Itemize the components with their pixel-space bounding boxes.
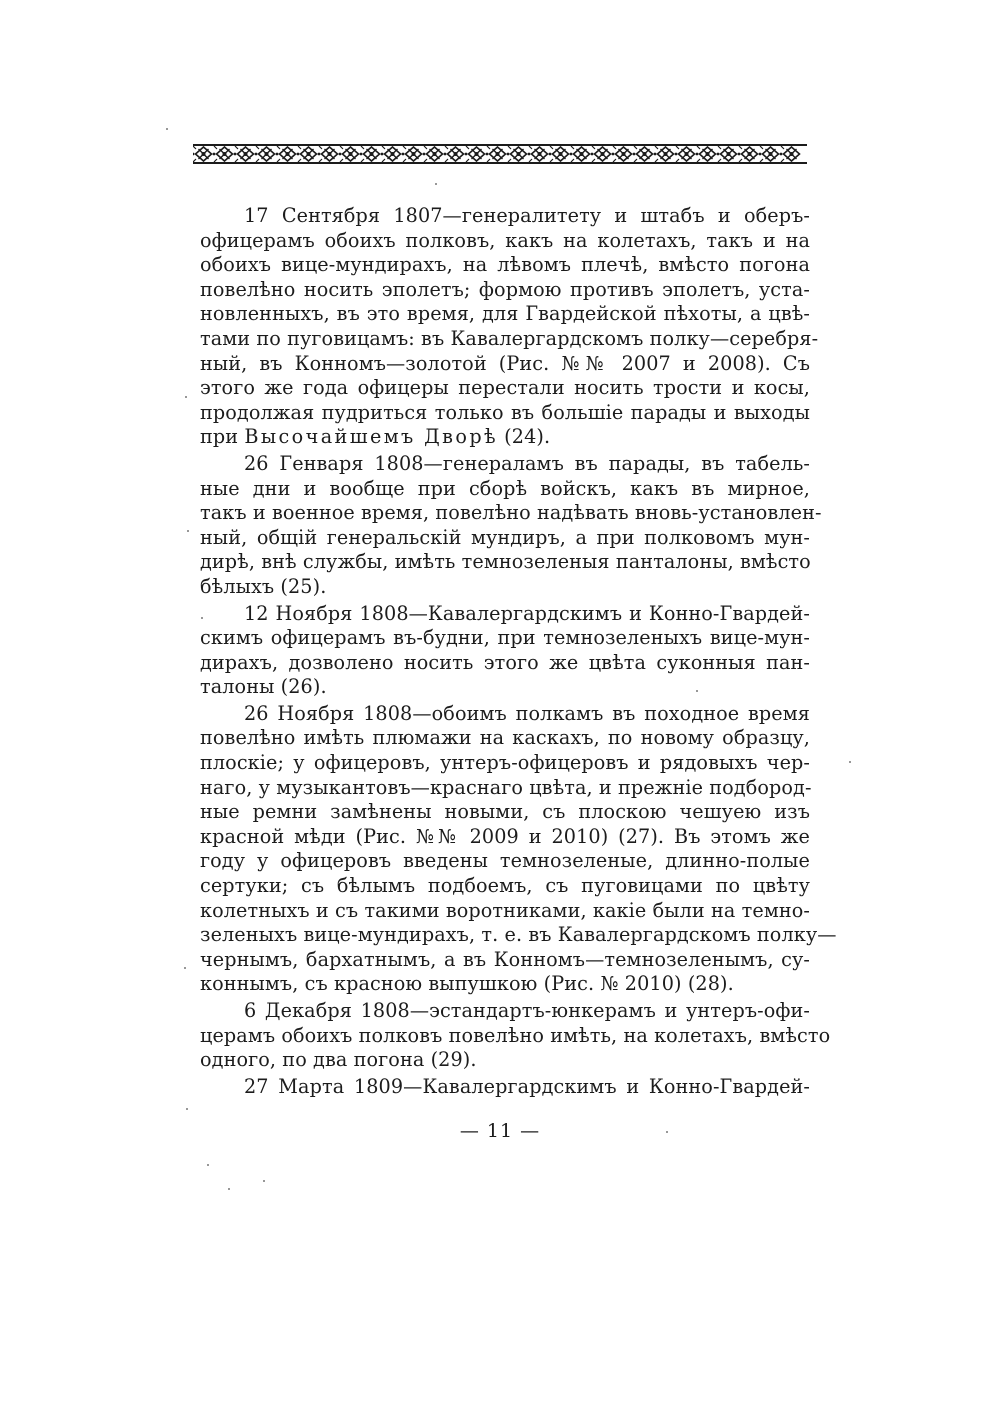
text-line: продолжая пудриться только въ большiе парады и выходы: [200, 400, 810, 424]
paragraph-3: [200, 602, 810, 700]
print-speck: [185, 396, 187, 398]
text-line: году у офицеровъ введены темнозеленые, длинно-полые: [200, 849, 810, 873]
text-line: повелѣно носить эполетъ; формою противъ эполетъ, уста-: [200, 277, 810, 301]
text-line: колетныхъ и съ такими воротниками, какiе были на темно-: [200, 898, 810, 922]
text-line: церамъ обоихъ полковъ повелѣно имѣть, на колетахъ, вмѣсто: [200, 1023, 831, 1047]
paragraph-1: [200, 204, 819, 450]
text-line: 27 Марта 1809—Кавалергардскимъ и Конно-Гвардей-: [244, 1074, 810, 1098]
text-line: новленныхъ, въ это время, для Гвардейской пѣхоты, а цвѣ-: [200, 302, 810, 326]
text-line: 17 Сентября 1807—генералитету и штабъ и оберъ-: [244, 204, 810, 227]
paragraph-6: [200, 1075, 810, 1100]
text-line: бѣлыхъ (25).: [200, 574, 327, 598]
text-line: скимъ офицерамъ въ-будни, при темнозеленыхъ вице-мун-: [200, 626, 810, 650]
text-line: сертуки; съ бѣлымъ подбоемъ, съ пуговицами по цвѣту: [200, 874, 810, 898]
text-line: красной мѣди (Рис. №№ 2009 и 2010) (27). Въ этомъ же: [200, 824, 810, 848]
print-speck: [166, 128, 168, 130]
text-line: одного, по два погона (29).: [200, 1048, 477, 1072]
border-ornament-icon: [193, 143, 807, 165]
paragraph-5: [200, 999, 831, 1073]
text-line: талоны (26).: [200, 675, 327, 699]
text-line: [200, 425, 810, 450]
text-line: повелѣно имѣть плюмажи на каскахъ, по новому образцу,: [200, 726, 810, 750]
text-line: 26 Ноября 1808—обоимъ полкамъ въ походное время: [244, 701, 810, 725]
print-speck: [184, 967, 186, 969]
text-line: плоскiе; у офицеровъ, унтеръ-офицеровъ и рядовыхъ чер-: [200, 751, 810, 775]
print-speck: [201, 617, 203, 619]
text-line: ные ремни замѣнены новыми, съ плоскою чешуею изъ: [200, 800, 810, 824]
text-line: этого же года офицеры перестали носить трости и косы,: [200, 376, 810, 400]
body-text: [200, 204, 837, 1099]
text-line: обоихъ вице-мундирахъ, на лѣвомъ плечѣ, вмѣсто погона: [200, 253, 810, 277]
print-speck: [187, 530, 189, 532]
print-speck: [186, 1108, 188, 1110]
paragraph-4: [200, 701, 837, 997]
emphasized-text: Высочайшемъ Дворѣ: [244, 425, 498, 449]
text-line: дирѣ, внѣ службы, имѣть темнозеленыя панталоны, вмѣсто: [200, 550, 811, 574]
text-line: зеленыхъ вице-мундирахъ, т. е. въ Кавалергардскомъ полку—: [200, 923, 837, 947]
text-fragment: при: [200, 425, 245, 449]
page-number: — 11 —: [459, 1120, 541, 1142]
print-speck: [228, 1188, 230, 1190]
print-speck: [849, 761, 851, 763]
text-line: коннымъ, съ красною выпушкою (Рис. № 2010) (28).: [200, 972, 734, 996]
text-fragment: (24).: [497, 425, 551, 449]
text-line: 12 Ноября 1808—Кавалергардскимъ и Конно-Гвардей-: [244, 601, 810, 625]
print-speck: [696, 690, 698, 692]
text-line: наго, у музыкантовъ—краснаго цвѣта, и прежнiе подбород-: [200, 775, 812, 799]
text-line: такъ и военное время, повелѣно надѣвать вновь-установлен-: [200, 501, 822, 525]
text-line: ный, общiй генеральскiй мундиръ, а при полковомъ мун-: [200, 525, 810, 549]
text-line: ные дни и вообще при сборѣ войскъ, какъ въ мирное,: [200, 476, 810, 500]
paragraph-2: [200, 451, 822, 600]
text-line: дирахъ, дозволено носить этого же цвѣта суконныя пан-: [200, 650, 810, 674]
text-line: ный, въ Конномъ—золотой (Рис. №№ 2007 и 2008). Съ: [200, 351, 810, 375]
text-line: тами по пуговицамъ: въ Кавалергардскомъ полку—серебря-: [200, 326, 819, 350]
print-speck: [207, 1164, 209, 1166]
text-line: чернымъ, бархатнымъ, а въ Конномъ—темнозеленымъ, су-: [200, 947, 810, 971]
print-speck: [435, 183, 437, 185]
text-line: 26 Генваря 1808—генераламъ въ парады, въ табель-: [244, 451, 810, 475]
text-line: офицерамъ обоихъ полковъ, какъ на колетахъ, такъ и на: [200, 228, 810, 252]
text-line: 6 Декабря 1808—эстандартъ-юнкерамъ и унтеръ-офи-: [244, 999, 810, 1022]
print-speck: [666, 1131, 668, 1133]
print-speck: [263, 1180, 265, 1182]
